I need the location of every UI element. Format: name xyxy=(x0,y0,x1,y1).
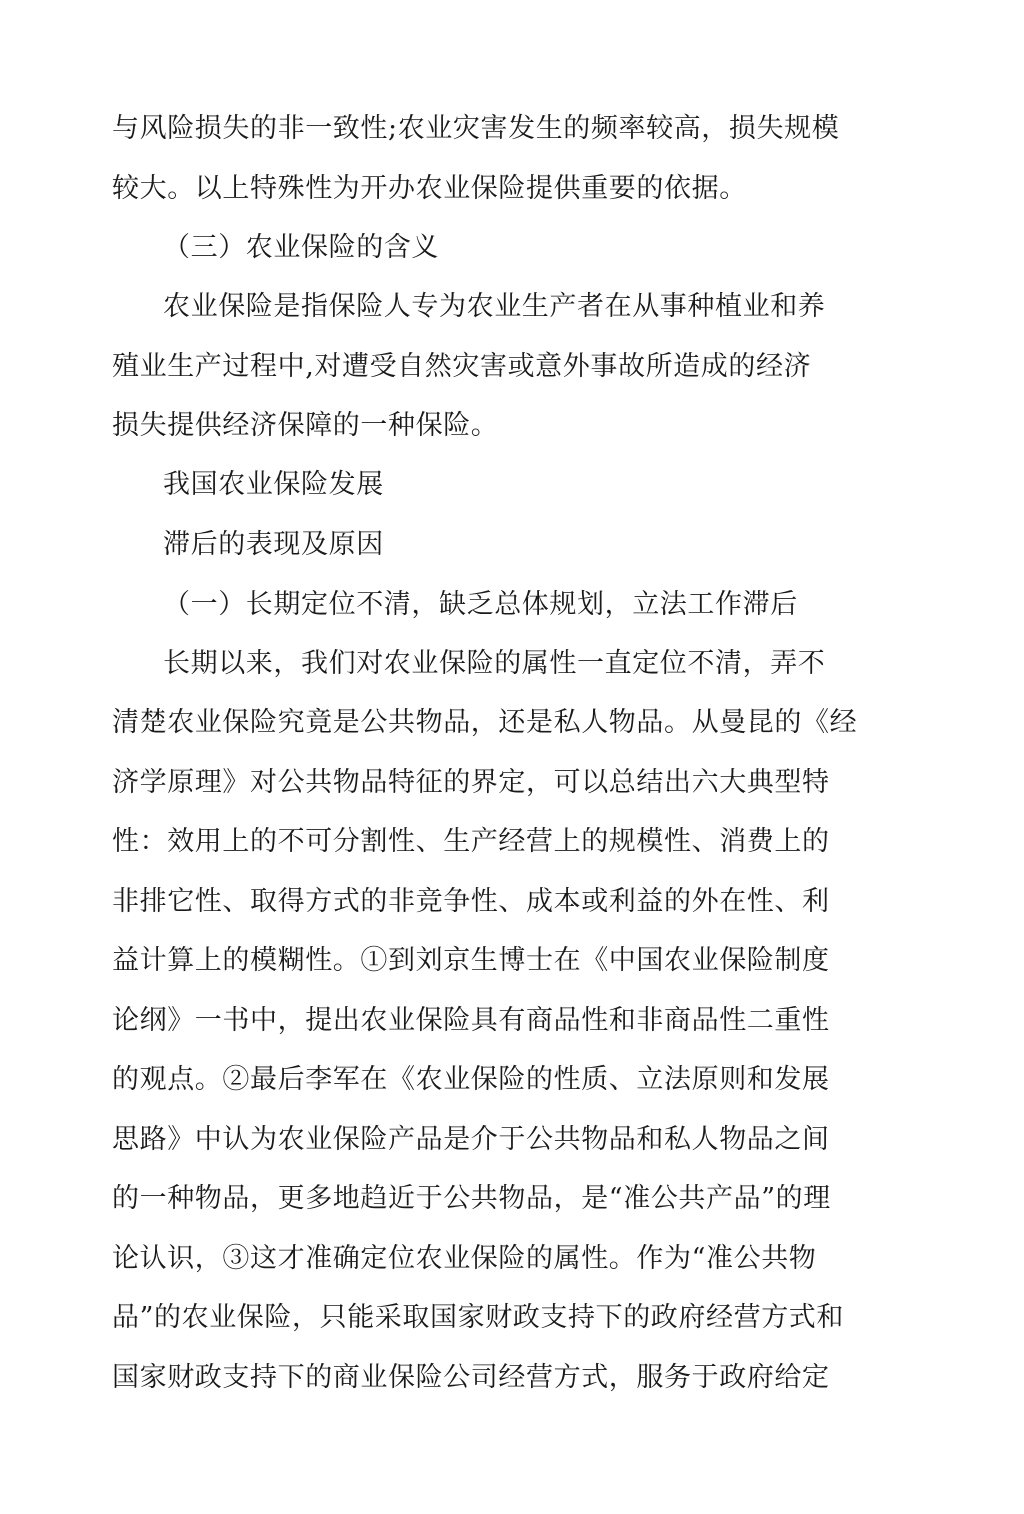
text-line: 非排它性、取得方式的非竞争性、成本或利益的外在性、利 xyxy=(112,886,830,917)
section-heading: 我国农业保险发展 xyxy=(163,469,384,500)
text-line: 思路》中认为农业保险产品是介于公共物品和私人物品之间 xyxy=(112,1124,830,1155)
text-line: 品”的农业保险，只能采取国家财政支持下的政府经营方式和 xyxy=(112,1302,845,1333)
text-line: 的一种物品，更多地趋近于公共物品，是“准公共产品”的理 xyxy=(112,1183,831,1214)
text-line: 论认识，③这才准确定位农业保险的属性。作为“准公共物 xyxy=(112,1243,817,1274)
text-line: 与风险损失的非一致性;农业灾害发生的频率较高，损失规模 xyxy=(112,113,840,144)
section-heading: （三）农业保险的含义 xyxy=(163,232,439,263)
text-line: 性：效用上的不可分割性、生产经营上的规模性、消费上的 xyxy=(112,826,830,857)
text-line: 济学原理》对公共物品特征的界定，可以总结出六大典型特 xyxy=(112,767,830,798)
text-line: 农业保险是指保险人专为农业生产者在从事种植业和养 xyxy=(163,291,826,322)
text-line: 清楚农业保险究竟是公共物品，还是私人物品。从曼昆的《经 xyxy=(112,707,858,738)
text-line: 益计算上的模糊性。①到刘京生博士在《中国农业保险制度 xyxy=(112,945,830,976)
text-line: 论纲》一书中，提出农业保险具有商品性和非商品性二重性 xyxy=(112,1005,830,1036)
text-line: 殖业生产过程中,对遭受自然灾害或意外事故所造成的经济 xyxy=(112,351,812,382)
text-line: 长期以来，我们对农业保险的属性一直定位不清，弄不 xyxy=(163,648,826,679)
text-line: 国家财政支持下的商业保险公司经营方式，服务于政府给定 xyxy=(112,1362,830,1393)
section-heading: （一）长期定位不清，缺乏总体规划，立法工作滞后 xyxy=(163,589,798,620)
text-line: 较大。以上特殊性为开办农业保险提供重要的依据。 xyxy=(112,173,747,204)
section-heading: 滞后的表现及原因 xyxy=(163,529,384,560)
text-line: 的观点。②最后李军在《农业保险的性质、立法原则和发展 xyxy=(112,1064,830,1095)
text-line: 损失提供经济保障的一种保险。 xyxy=(112,410,499,441)
